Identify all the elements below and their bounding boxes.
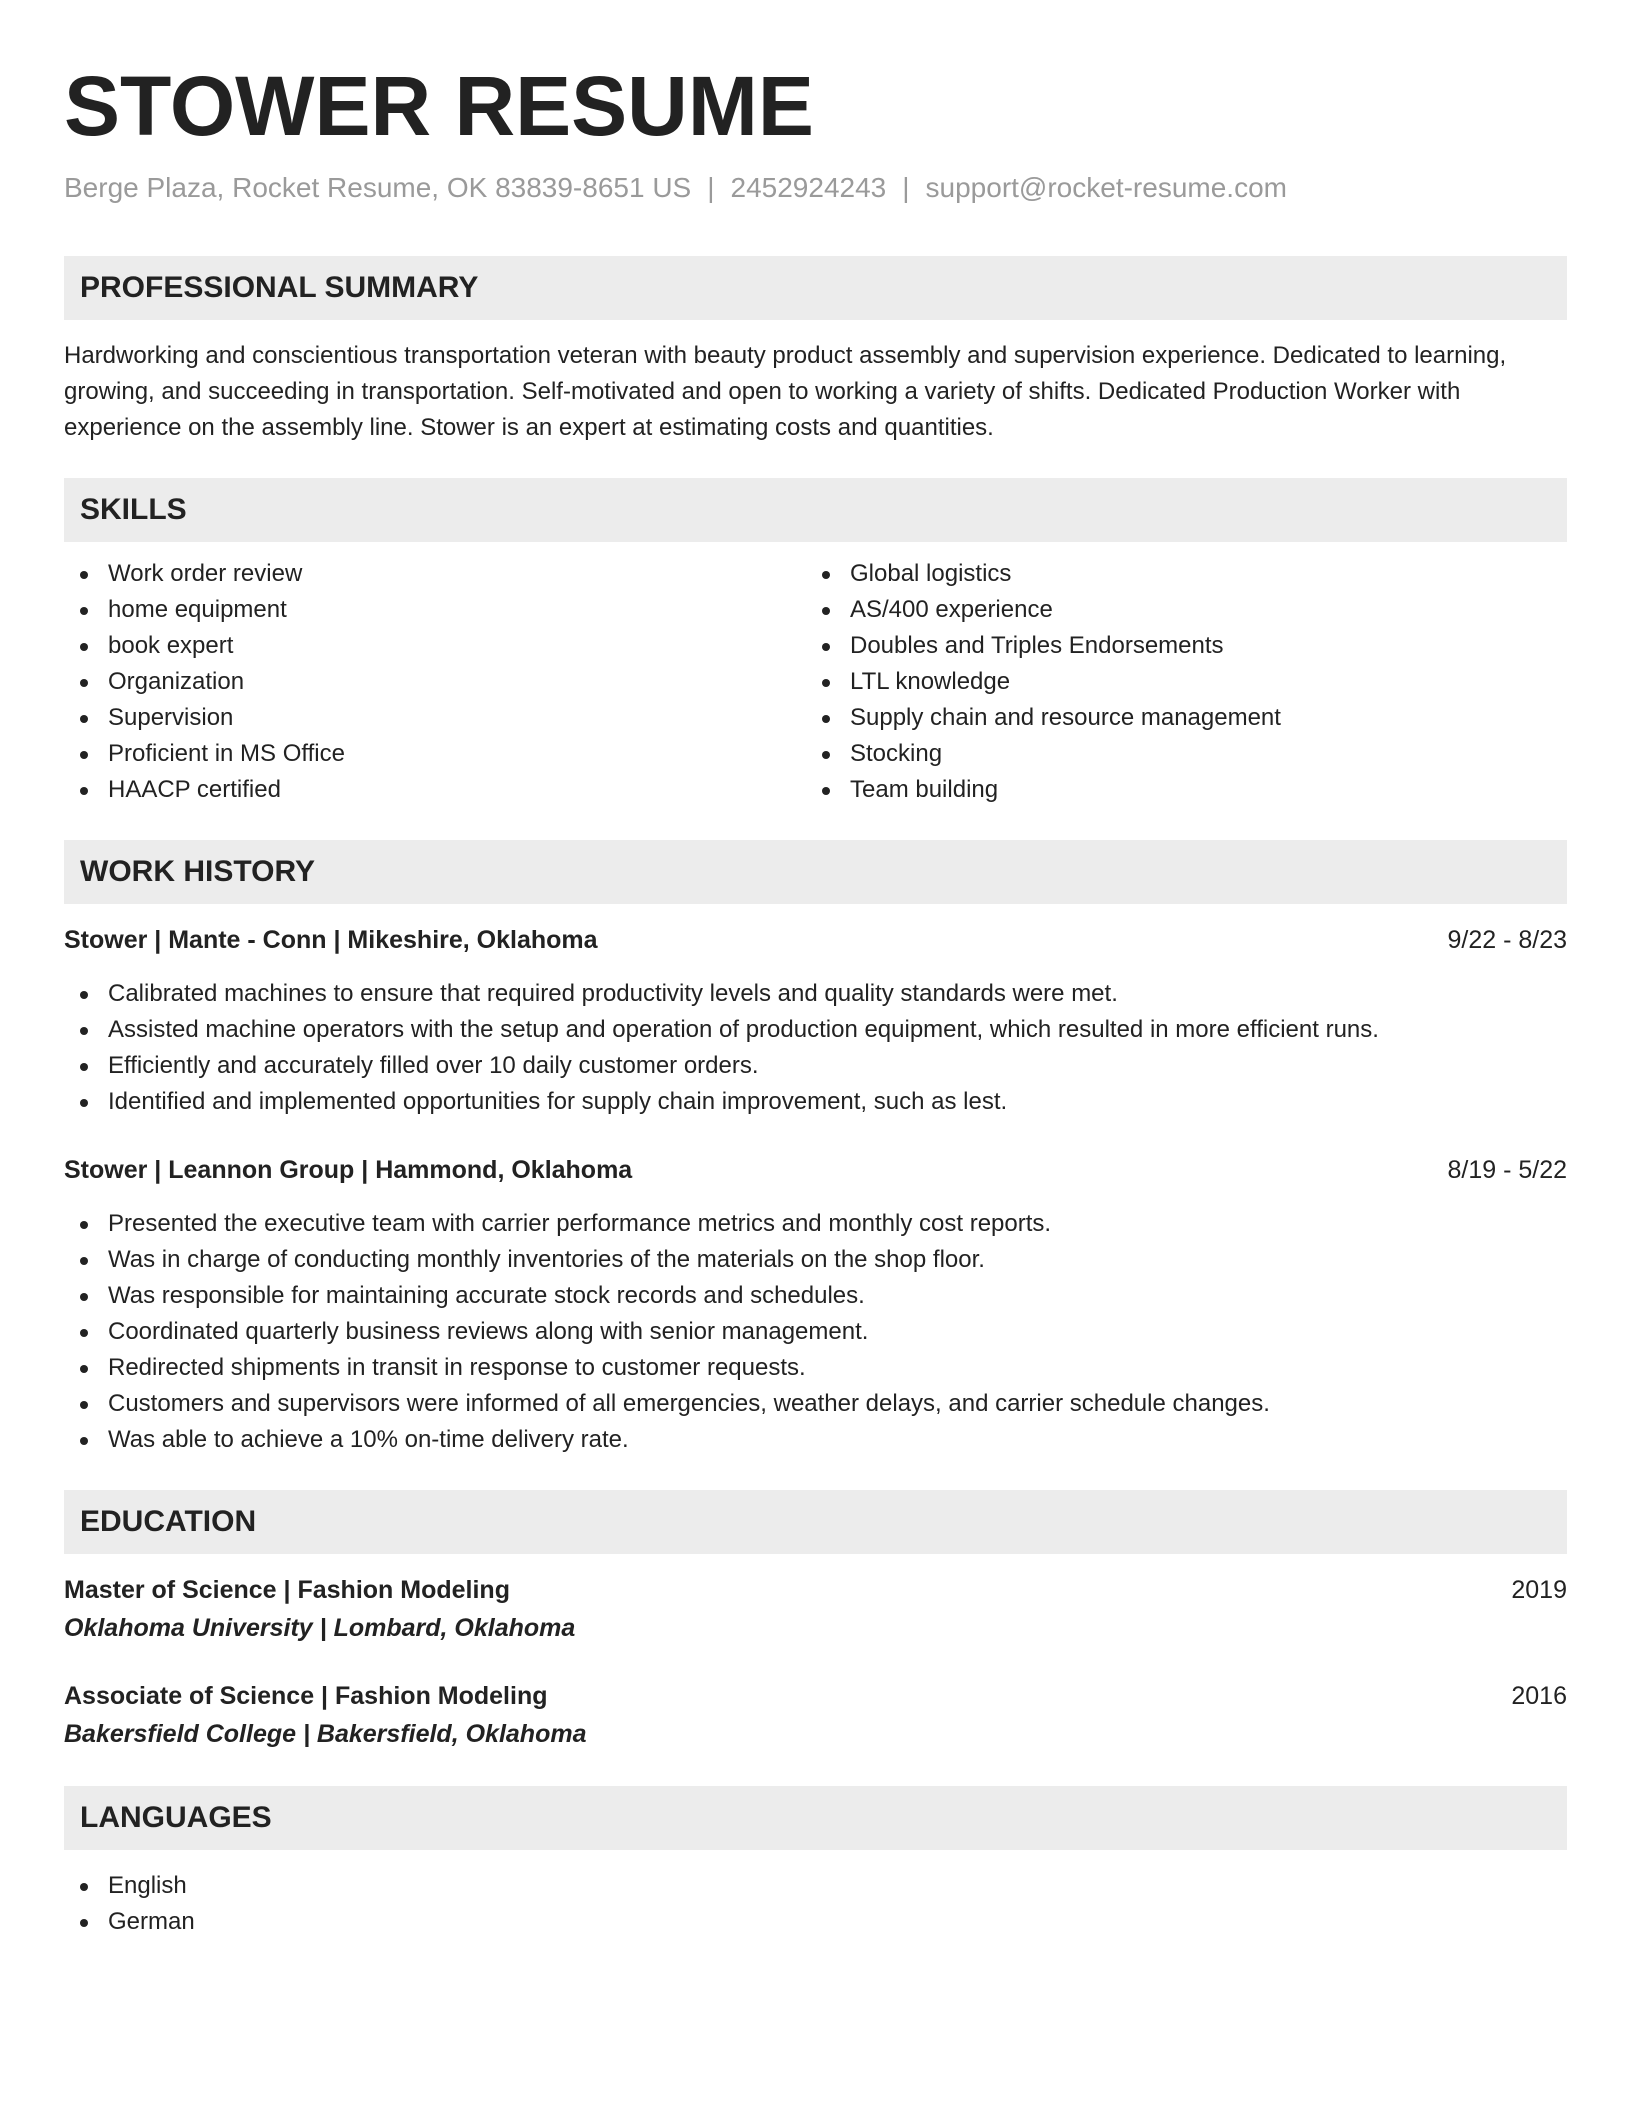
job-title: Stower | Leannon Group | Hammond, Oklahoma: [64, 1156, 633, 1184]
contact-separator: |: [902, 172, 910, 203]
skill-item: home equipment: [64, 592, 806, 628]
resume-name: STOWER RESUME: [64, 59, 814, 153]
contact-phone: 2452924243: [730, 172, 887, 203]
languages-heading: LANGUAGES: [64, 1786, 1567, 1850]
education-entry: [64, 1678, 1567, 1754]
skills-column-left: [64, 556, 806, 808]
job-title: Stower | Mante - Conn | Mikeshire, Oklahoma: [64, 926, 598, 954]
skills-heading: SKILLS: [64, 478, 1567, 542]
job-bullet: Was responsible for maintaining accurate stock records and schedules.: [64, 1278, 1567, 1314]
language-item: English: [64, 1868, 1567, 1904]
skill-item: LTL knowledge: [806, 664, 1548, 700]
languages-section: [64, 1786, 1567, 1940]
contact-line: [64, 170, 1567, 206]
skill-item: Team building: [806, 772, 1548, 808]
education-school: Bakersfield College | Bakersfield, Oklahoma: [64, 1720, 587, 1748]
job-bullet: Was in charge of conducting monthly inventories of the materials on the shop floor.: [64, 1242, 1567, 1278]
contact-address: Berge Plaza, Rocket Resume, OK 83839-8651 US: [64, 172, 692, 203]
skills-column-right: [806, 556, 1548, 808]
work-history-heading: WORK HISTORY: [64, 840, 1567, 904]
job-dates: 8/19 - 5/22: [1447, 1156, 1567, 1184]
job-bullet: Coordinated quarterly business reviews along with senior management.: [64, 1314, 1567, 1350]
skill-item: Organization: [64, 664, 806, 700]
education-header: [64, 1678, 1567, 1714]
skill-item: AS/400 experience: [806, 592, 1548, 628]
education-section: [64, 1490, 1567, 1754]
education-header: [64, 1572, 1567, 1608]
education-entry: [64, 1572, 1567, 1648]
education-year: 2016: [1511, 1682, 1567, 1710]
resume-page: [64, 56, 1567, 1940]
skill-item: Global logistics: [806, 556, 1548, 592]
skills-section: [64, 478, 1567, 808]
education-degree: Master of Science | Fashion Modeling: [64, 1576, 510, 1604]
job-bullet: Calibrated machines to ensure that required productivity levels and quality standards were met.: [64, 976, 1567, 1012]
contact-separator: |: [707, 172, 715, 203]
work-history-section: [64, 840, 1567, 1458]
skill-item: HAACP certified: [64, 772, 806, 808]
job-bullet: Redirected shipments in transit in response to customer requests.: [64, 1350, 1567, 1386]
language-item: German: [64, 1904, 1567, 1940]
education-degree: Associate of Science | Fashion Modeling: [64, 1682, 548, 1710]
job-header: [64, 1152, 1567, 1188]
job-header: [64, 922, 1567, 958]
skill-item: book expert: [64, 628, 806, 664]
job-bullet: Customers and supervisors were informed of all emergencies, weather delays, and carrier schedule changes.: [64, 1386, 1567, 1422]
summary-heading: PROFESSIONAL SUMMARY: [64, 256, 1567, 320]
skill-item: Work order review: [64, 556, 806, 592]
education-school: Oklahoma University | Lombard, Oklahoma: [64, 1614, 576, 1642]
skills-grid: [64, 556, 1567, 808]
summary-section: [64, 256, 1567, 446]
skill-item: Doubles and Triples Endorsements: [806, 628, 1548, 664]
job-bullet: Efficiently and accurately filled over 10 daily customer orders.: [64, 1048, 1567, 1084]
skill-item: Proficient in MS Office: [64, 736, 806, 772]
job-bullet: Was able to achieve a 10% on-time delivery rate.: [64, 1422, 1567, 1458]
job-bullet: Presented the executive team with carrier performance metrics and monthly cost reports.: [64, 1206, 1567, 1242]
skill-item: Stocking: [806, 736, 1548, 772]
job-entry: [64, 922, 1567, 1120]
education-year: 2019: [1511, 1576, 1567, 1604]
skill-item: Supply chain and resource management: [806, 700, 1548, 736]
job-dates: 9/22 - 8/23: [1447, 926, 1567, 954]
job-entry: [64, 1152, 1567, 1458]
job-bullet: Identified and implemented opportunities for supply chain improvement, such as lest.: [64, 1084, 1567, 1120]
skill-item: Supervision: [64, 700, 806, 736]
contact-email: support@rocket-resume.com: [925, 172, 1287, 203]
summary-text: Hardworking and conscientious transportation veteran with beauty product assembly and supervision experience. Dedicated to learning, growing, and succeeding in transportation. Self-motivated and open to working a variety of shifts. Dedicated Production Worker with experience on the assembly line. Stower is an expert at estimating costs and quantities.: [64, 342, 1507, 441]
job-bullet: Assisted machine operators with the setup and operation of production equipment, which resulted in more efficient runs.: [64, 1012, 1567, 1048]
education-heading: EDUCATION: [64, 1490, 1567, 1554]
